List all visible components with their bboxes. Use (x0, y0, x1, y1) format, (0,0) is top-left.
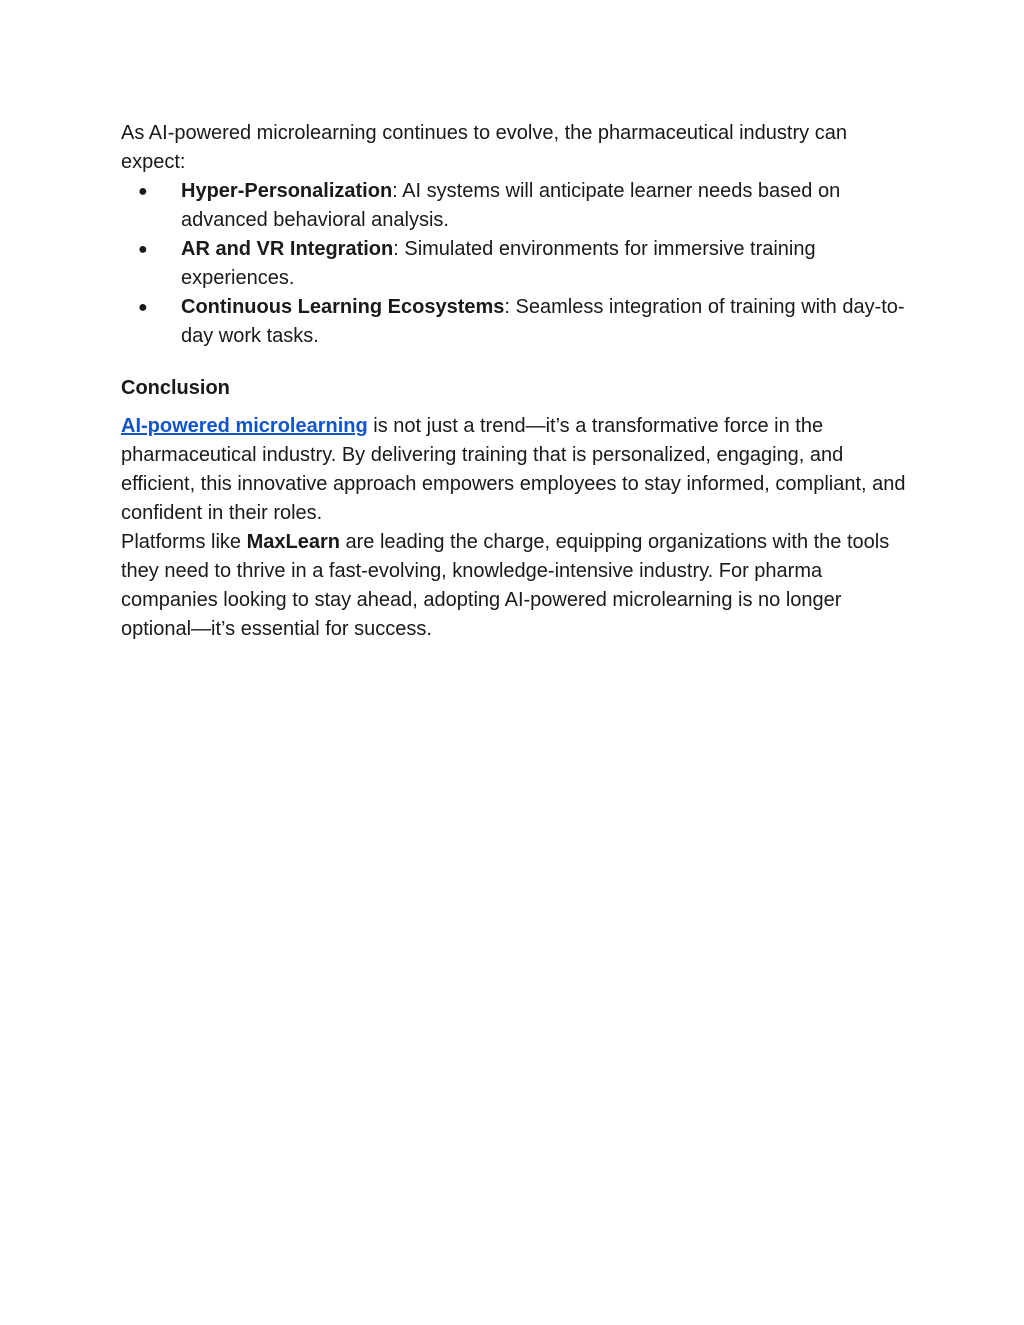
list-item (121, 235, 911, 293)
conclusion-paragraph-2-lead: Platforms like (121, 531, 247, 553)
intro-paragraph: As AI-powered microlearning continues to evolve, the pharmaceutical industry can expect: (121, 122, 847, 173)
bullet-icon: ● (138, 241, 148, 258)
ai-microlearning-link[interactable]: AI-powered microlearning (121, 415, 368, 437)
conclusion-heading: Conclusion (121, 377, 230, 399)
list-item-description: : Simulated environments for immersive training experiences. (181, 238, 816, 289)
document-page (121, 119, 911, 644)
conclusion-paragraph-1 (121, 412, 911, 528)
list-item-description: : AI systems will anticipate learner needs based on advanced behavioral analysis. (181, 180, 841, 231)
conclusion-paragraph-1-text: is not just a trend—it’s a transformative force in the pharmaceutical industry. By delivering training that is personalized, engaging, and efficient, this innovative approach empowers employees to stay informed, compliant, and confident in their roles. (121, 415, 906, 524)
brand-name: MaxLearn (246, 531, 340, 553)
conclusion-paragraph-2 (121, 528, 911, 644)
bullet-icon: ● (138, 299, 148, 316)
list-item-term: Continuous Learning Ecosystems (181, 296, 505, 318)
list-item-term: Hyper-Personalization (181, 180, 393, 202)
list-item-description: : Seamless integration of training with day-to-day work tasks. (181, 296, 905, 347)
conclusion-paragraph-2-text: are leading the charge, equipping organizations with the tools they need to thrive in a fast-evolving, knowledge-intensive industry. For pharma companies looking to stay ahead, adopting AI-powered microlearning is no longer optional—it’s essential for success. (121, 531, 890, 640)
future-trends-list (121, 177, 911, 351)
list-item (121, 293, 911, 351)
list-item (121, 177, 911, 235)
bullet-icon: ● (138, 183, 148, 200)
list-item-term: AR and VR Integration (181, 238, 394, 260)
